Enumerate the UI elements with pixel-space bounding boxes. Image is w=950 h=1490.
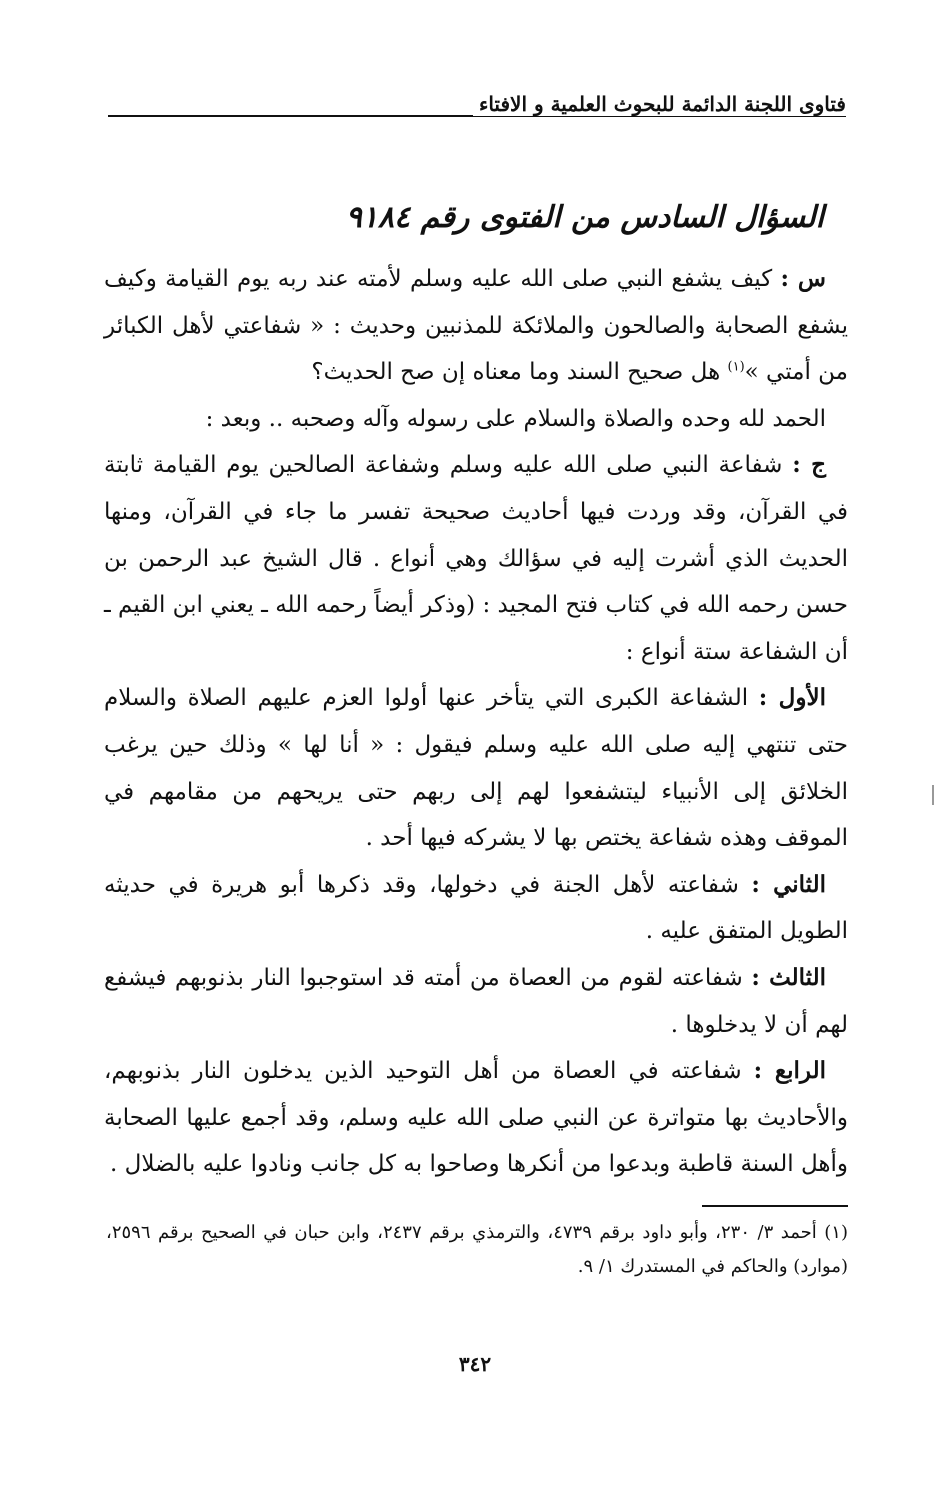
type-paragraph-fourth: [104, 1048, 848, 1188]
type-text-fourth: شفاعته في العصاة من أهل التوحيد الذين يدخلون النار بذنوبهم، والأحاديث بها متواترة عن النبي صلى الله عليه وسلم، وقد أجمع عليها الصحابة وأهل السنة قاطبة وبدعوا من أنكرها وصاحوا به كل جانب ونادوا عليه بالضلال .: [104, 1058, 848, 1178]
type-paragraph-first: [104, 675, 848, 861]
question-label: س :: [780, 265, 826, 292]
answer-paragraph: [104, 442, 848, 675]
type-paragraph-second: [104, 862, 848, 955]
question-title: السؤال السادس من الفتوى رقم ٩١٨٤: [345, 200, 824, 235]
type-text-second: شفاعته لأهل الجنة في دخولها، وقد ذكرها أبو هريرة في حديثه الطويل المتفق عليه .: [104, 871, 848, 945]
page-number: ٣٤٢: [458, 1352, 492, 1376]
question-paragraph: [104, 256, 848, 396]
footnote: (١) أحمد ٣/ ٢٣٠، وأبو داود برقم ٤٧٣٩، والترمذي برقم ٢٤٣٧، وابن حبان في الصحيح برقم ٢٥٩٦، (موارد) والحاكم في المستدرك ١/ ٩.: [106, 1222, 848, 1277]
margin-mark: [932, 785, 937, 805]
answer-text: شفاعة النبي صلى الله عليه وسلم وشفاعة الصالحين يوم القيامة ثابتة في القرآن، وقد وردت فيها أحاديث صحيحة تفسر ما جاء في القرآن، ومنها الحديث الذي أشرت إليه في سؤالك وهي أنواع . قال الشيخ عبد الرحمن بن حسن رحمه الله في كتاب فتح المجيد : (وذكر أيضاً رحمه الله ـ يعني ابن القيم ـ أن الشفاعة ستة أنواع :: [104, 452, 848, 665]
footnote-separator: [702, 1205, 848, 1207]
type-label-third: الثالث :: [751, 963, 827, 991]
type-label-fourth: الرابع :: [753, 1057, 826, 1085]
praise-text: الحمد لله وحده والصلاة والسلام على رسوله وآله وصحبه .. وبعد :: [205, 405, 826, 432]
question-text-a: كيف يشفع النبي صلى الله عليه وسلم لأمته عند ربه يوم القيامة وكيف يشفع الصحابة والصالحون والملائكة للمذنبين وحديث : « شفاعتي لأهل الكبائر من أمتي »: [104, 266, 848, 386]
running-header-title: فتاوى اللجنة الدائمة للبحوث العلمية و الافتاء: [473, 92, 846, 116]
question-text-b: هل صحيح السند وما معناه إن صح الحديث؟: [311, 359, 728, 386]
praise-paragraph: [104, 396, 848, 443]
type-label-second: الثاني :: [751, 870, 827, 898]
answer-label: ج :: [792, 451, 826, 479]
running-header: [108, 92, 846, 126]
type-label-first: الأول :: [758, 684, 826, 712]
type-text-first: الشفاعة الكبرى التي يتأخر عنها أولوا العزم عليهم الصلاة والسلام حتى تنتهي إليه صلى الله عليه وسلم فيقول : « أنا لها » وذلك حين يرغب الخلائق إلى الأنبياء ليتشفعوا لهم إلى ربهم حتى يريحهم من مقامهم في الموقف وهذه شفاعة يختص بها لا يشركه فيها أحد .: [104, 685, 848, 852]
footnote-reference: (١): [727, 359, 745, 375]
body-text: [104, 256, 848, 1188]
type-paragraph-third: [104, 955, 848, 1048]
type-text-third: شفاعته لقوم من العصاة من أمته قد استوجبوا النار بذنوبهم فيشفع لهم أن لا يدخلوها .: [104, 964, 848, 1038]
